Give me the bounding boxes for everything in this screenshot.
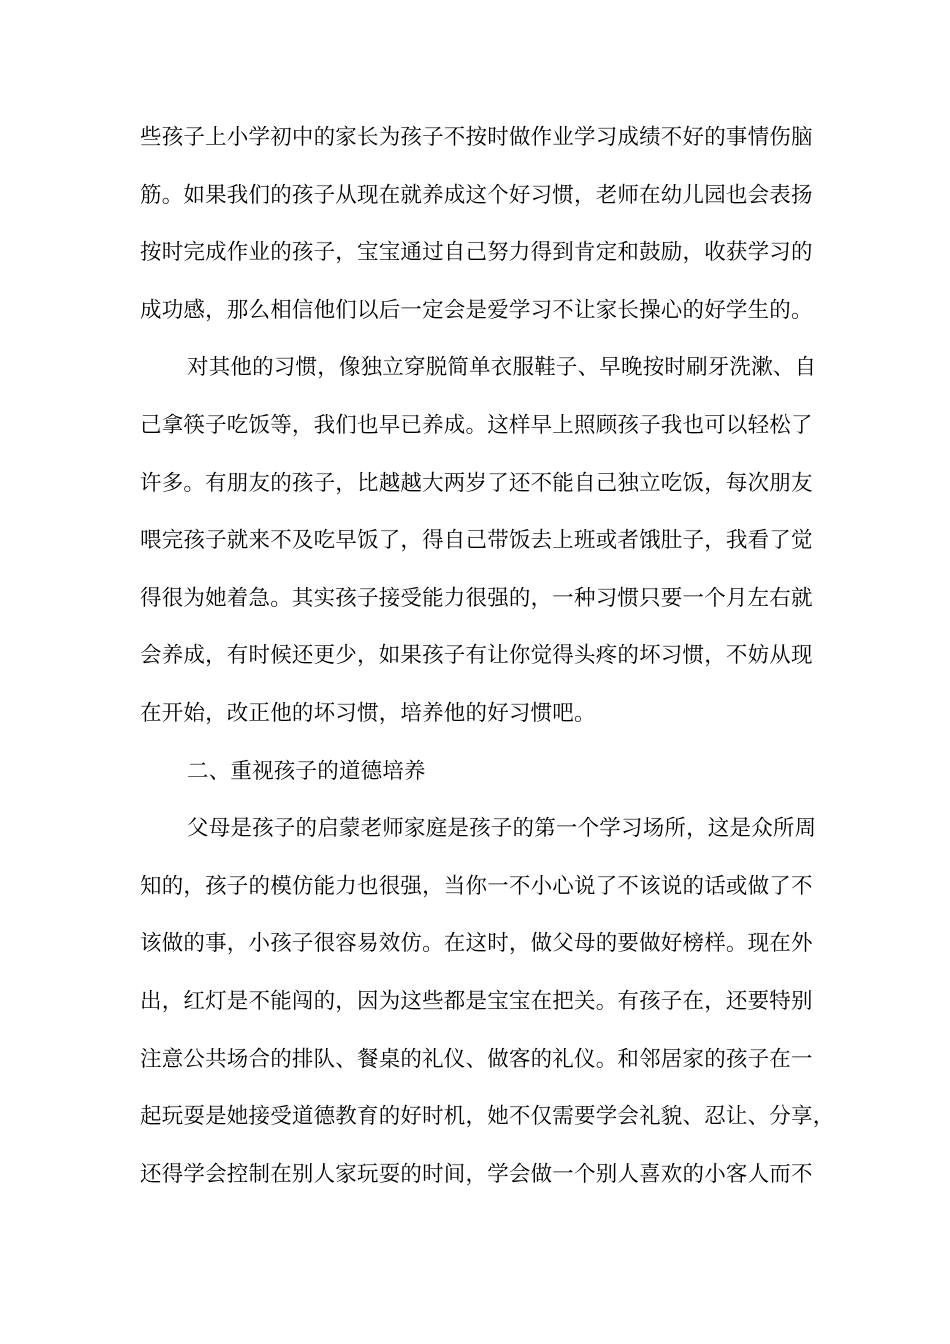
text-line: 些孩子上小学初中的家长为孩子不按时做作业学习成绩不好的事情伤脑 bbox=[140, 125, 813, 150]
text-line: 知的，孩子的模仿能力也很强，当你一不小心说了不该说的话或做了不 bbox=[140, 873, 813, 899]
text-line: 喂完孩子就来不及吃早饭了，得自己带饭去上班或者饿肚子，我看了觉 bbox=[140, 528, 813, 554]
text-line: 己拿筷子吃饭等，我们也早已养成。这样早上照顾孩子我也可以轻松了 bbox=[140, 412, 813, 438]
text-line: 对其他的习惯，像独立穿脱简单衣服鞋子、早晚按时刷牙洗漱、自 bbox=[187, 355, 817, 381]
text-line: 该做的事，小孩子很容易效仿。在这时，做父母的要做好榜样。现在外 bbox=[140, 931, 813, 957]
text-line: 父母是孩子的启蒙老师家庭是孩子的第一个学习场所，这是众所周 bbox=[187, 816, 817, 842]
text-line: 筋。如果我们的孩子从现在就养成这个好习惯，老师在幼儿园也会表扬 bbox=[140, 182, 813, 208]
text-line: 在开始，改正他的坏习惯，培养他的好习惯吧。 bbox=[140, 700, 596, 726]
text-line: 得很为她着急。其实孩子接受能力很强的，一种习惯只要一个月左右就 bbox=[140, 585, 813, 611]
text-line: 出，红灯是不能闯的，因为这些都是宝宝在把关。有孩子在，还要特别 bbox=[140, 988, 813, 1014]
text-line: 起玩耍是她接受道德教育的好时机，她不仅需要学会礼貌、忍让、分享， bbox=[140, 1104, 835, 1130]
paragraph-habits bbox=[140, 348, 817, 751]
text-line: 按时完成作业的孩子，宝宝通过自己努力得到肯定和鼓励，收获学习的 bbox=[140, 240, 813, 266]
text-line: 注意公共场合的排队、餐桌的礼仪、做客的礼仪。和邻居家的孩子在一 bbox=[140, 1046, 813, 1072]
paragraph-moral-education bbox=[140, 809, 835, 1212]
paragraph-continued bbox=[140, 118, 813, 348]
text-line: 会养成，有时候还更少，如果孩子有让你觉得头疼的坏习惯，不妨从现 bbox=[140, 643, 813, 669]
text-line: 成功感，那么相信他们以后一定会是爱学习不让家长操心的好学生的。 bbox=[140, 297, 813, 323]
document-body bbox=[140, 118, 835, 1212]
text-line: 许多。有朋友的孩子，比越越大两岁了还不能自己独立吃饭，每次朋友 bbox=[140, 470, 813, 496]
heading-line: 二、重视孩子的道德培养 bbox=[187, 758, 426, 784]
section-heading bbox=[140, 752, 804, 810]
text-line: 还得学会控制在别人家玩耍的时间，学会做一个别人喜欢的小客人而不 bbox=[140, 1161, 813, 1187]
